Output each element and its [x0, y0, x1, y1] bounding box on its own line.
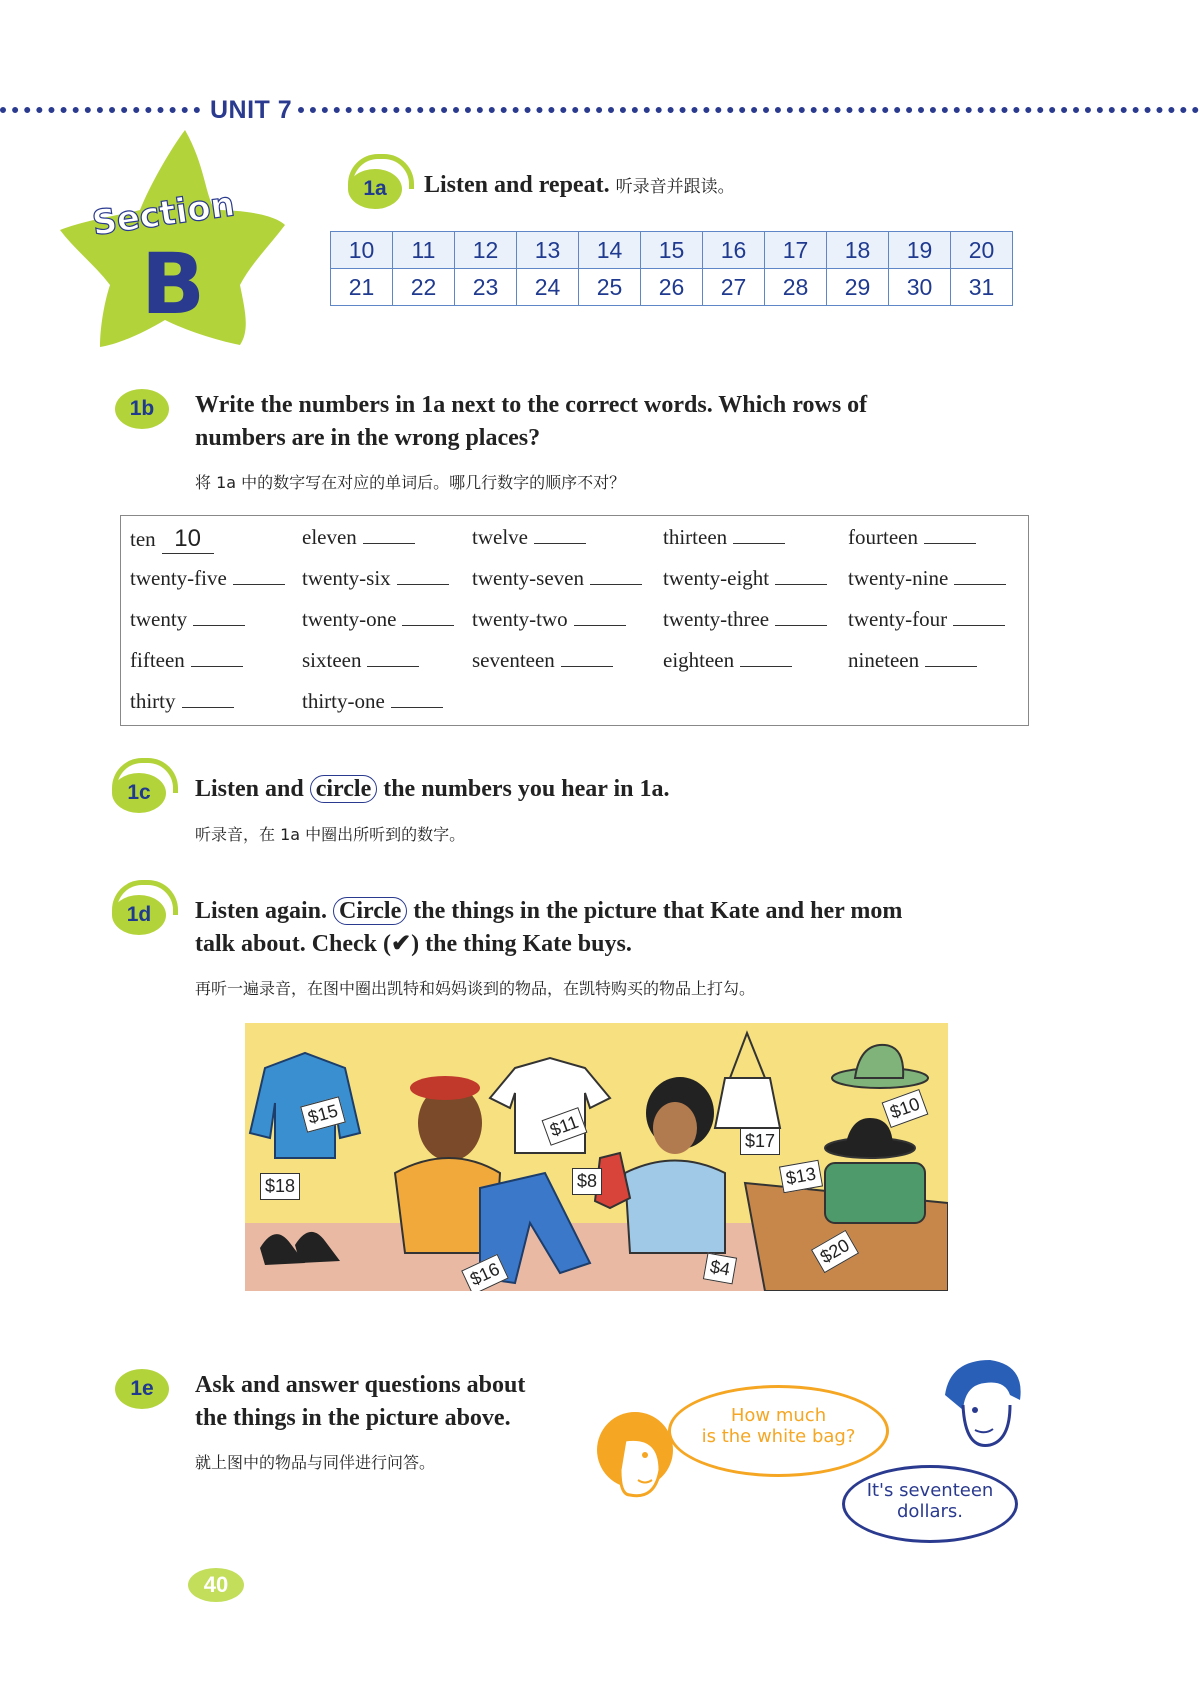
word-label: sixteen [302, 648, 362, 672]
number-cell[interactable]: 19 [889, 232, 951, 269]
girl-speaker-icon [590, 1400, 680, 1520]
answer-blank[interactable] [924, 525, 976, 544]
instruction-1d-line1 [195, 894, 902, 928]
word-label: eleven [302, 525, 357, 549]
word-label: twenty-nine [848, 566, 949, 590]
word-label: thirty-one [302, 689, 385, 713]
section-word: Section [89, 184, 238, 244]
answer-bubble [842, 1465, 1018, 1543]
instruction-1e-line1: Ask and answer questions about [195, 1372, 526, 1398]
word-label: twenty-four [848, 607, 948, 631]
answer-blank[interactable] [561, 648, 613, 667]
instruction-1b-line1: Write the numbers in 1a next to the correct words. Which rows of [195, 392, 868, 418]
word-item [663, 607, 827, 632]
instruction-1a [424, 168, 735, 204]
section-letter: B [140, 235, 206, 333]
answer-blank[interactable] [402, 607, 454, 626]
instruction-1c-before: Listen and [195, 776, 304, 802]
word-item [130, 648, 243, 673]
word-label: twenty-five [130, 566, 227, 590]
price-tag: $4 [703, 1253, 737, 1285]
word-item [302, 607, 454, 632]
number-cell[interactable]: 18 [827, 232, 889, 269]
mom-figure [625, 1077, 725, 1253]
number-cell[interactable]: 13 [517, 232, 579, 269]
boy-speaker-icon [935, 1355, 1025, 1465]
instruction-1a-cn: 听录音并跟读。 [615, 177, 735, 197]
word-label: ten [130, 527, 156, 551]
word-item [663, 525, 785, 550]
number-cell[interactable]: 30 [889, 269, 951, 306]
number-cell[interactable]: 12 [455, 232, 517, 269]
number-cell[interactable]: 29 [827, 269, 889, 306]
page-number: 40 [188, 1568, 244, 1602]
price-tag: $11 [542, 1107, 588, 1146]
word-item [130, 607, 245, 632]
answer-blank[interactable] [397, 566, 449, 585]
word-item [130, 566, 285, 591]
number-table [330, 231, 1013, 306]
header-dots-right [298, 107, 1199, 113]
price-tag: $17 [740, 1128, 780, 1155]
word-item [848, 607, 1005, 632]
word-item [302, 525, 415, 550]
word-item [130, 525, 214, 554]
instruction-1b-line2: numbers are in the wrong places? [195, 425, 541, 451]
price-tag: $13 [779, 1160, 823, 1194]
number-row-1 [331, 232, 1013, 269]
number-cell[interactable]: 17 [765, 232, 827, 269]
number-cell[interactable]: 21 [331, 269, 393, 306]
word-label: twenty-one [302, 607, 397, 631]
word-item [848, 566, 1006, 591]
word-item [130, 689, 234, 714]
instruction-1c-cn: 听录音，在 1a 中圈出所听到的数字。 [195, 825, 466, 844]
circled-word: Circle [333, 897, 407, 925]
word-item [472, 566, 642, 591]
word-label: thirty [130, 689, 176, 713]
instruction-1d-line2: talk about. Check (✔) the thing Kate buys. [195, 931, 632, 957]
answer-blank[interactable] [953, 607, 1005, 626]
number-cell[interactable]: 11 [393, 232, 455, 269]
answer-blank[interactable] [775, 607, 827, 626]
answer-blank[interactable] [574, 607, 626, 626]
badge-1b: 1b [115, 389, 169, 429]
answer-blank[interactable] [954, 566, 1006, 585]
instruction-1c [195, 772, 669, 806]
bag-icon [715, 1033, 780, 1128]
instruction-1d-before: Listen again. [195, 898, 328, 924]
answer-field[interactable]: 10 [162, 525, 214, 554]
word-item [663, 648, 792, 673]
price-tag: $15 [300, 1096, 346, 1132]
word-label: eighteen [663, 648, 735, 672]
question-bubble [668, 1385, 889, 1477]
word-label: twenty-six [302, 566, 391, 590]
shop-picture [245, 1023, 948, 1291]
word-label: fourteen [848, 525, 918, 549]
instruction-1e-line2: the things in the picture above. [195, 1405, 511, 1431]
instruction-1e-cn: 就上图中的物品与同伴进行问答。 [195, 1453, 436, 1472]
word-label: twenty-two [472, 607, 568, 631]
instruction-1a-en: Listen and repeat. [424, 172, 610, 198]
word-label: seventeen [472, 648, 555, 672]
answer-line1: It's seventeen [866, 1480, 994, 1501]
word-item [302, 648, 419, 673]
price-tag: $10 [882, 1089, 929, 1128]
price-tag: $8 [572, 1168, 602, 1195]
price-tag: $20 [811, 1230, 859, 1273]
word-label: twenty-eight [663, 566, 770, 590]
answer-blank[interactable] [733, 525, 785, 544]
answer-blank[interactable] [590, 566, 642, 585]
number-cell[interactable]: 20 [951, 232, 1013, 269]
answer-blank[interactable] [925, 648, 977, 667]
answer-blank[interactable] [191, 648, 243, 667]
number-cell[interactable]: 27 [703, 269, 765, 306]
header-dots-left [0, 107, 200, 113]
answer-blank[interactable] [391, 689, 443, 708]
word-label: twenty [130, 607, 188, 631]
number-cell[interactable]: 28 [765, 269, 827, 306]
word-item [472, 525, 586, 550]
badge-1c: 1c [112, 773, 166, 813]
question-line1: How much [730, 1405, 827, 1426]
answer-blank[interactable] [367, 648, 419, 667]
number-cell[interactable]: 25 [579, 269, 641, 306]
badge-1a: 1a [348, 169, 402, 209]
number-cell[interactable]: 15 [641, 232, 703, 269]
number-cell[interactable]: 24 [517, 269, 579, 306]
number-cell[interactable]: 26 [641, 269, 703, 306]
number-cell[interactable]: 14 [579, 232, 641, 269]
number-row-2 [331, 269, 1013, 306]
word-label: twelve [472, 525, 528, 549]
number-cell[interactable]: 10 [331, 232, 393, 269]
answer-blank[interactable] [775, 566, 827, 585]
word-item [302, 689, 443, 714]
answer-line2: dollars. [897, 1501, 963, 1522]
word-item [472, 607, 626, 632]
unit-title: UNIT 7 [210, 96, 293, 124]
word-item [302, 566, 449, 591]
word-item [848, 648, 977, 673]
section-star-icon [55, 125, 285, 355]
number-cell[interactable]: 22 [393, 269, 455, 306]
badge-1e: 1e [115, 1369, 169, 1409]
price-tag: $18 [260, 1173, 300, 1200]
instruction-1d-after: the things in the picture that Kate and her mom [413, 898, 903, 924]
answer-blank[interactable] [233, 566, 285, 585]
number-cell[interactable]: 31 [951, 269, 1013, 306]
answer-blank[interactable] [534, 525, 586, 544]
word-label: fifteen [130, 648, 185, 672]
price-tag: $16 [461, 1254, 509, 1291]
answer-blank[interactable] [193, 607, 245, 626]
word-label: twenty-seven [472, 566, 584, 590]
answer-blank[interactable] [740, 648, 792, 667]
circled-word: circle [310, 775, 378, 803]
instruction-1d-cn: 再听一遍录音，在图中圈出凯特和妈妈谈到的物品，在凯特购买的物品上打勾。 [195, 979, 756, 998]
counter-icon [745, 1163, 948, 1291]
word-label: thirteen [663, 525, 728, 549]
word-label: twenty-three [663, 607, 770, 631]
instruction-1c-after: the numbers you hear in 1a. [383, 776, 670, 802]
instruction-1b-cn: 将 1a 中的数字写在对应的单词后。哪几行数字的顺序不对？ [195, 473, 626, 492]
question-line2: is the white bag? [701, 1426, 856, 1447]
word-item [472, 648, 613, 673]
answer-blank[interactable] [182, 689, 234, 708]
word-label: nineteen [848, 648, 920, 672]
answer-blank[interactable] [363, 525, 415, 544]
number-cell[interactable]: 16 [703, 232, 765, 269]
word-item [663, 566, 827, 591]
badge-1d: 1d [112, 895, 166, 935]
number-cell[interactable]: 23 [455, 269, 517, 306]
word-item [848, 525, 976, 550]
